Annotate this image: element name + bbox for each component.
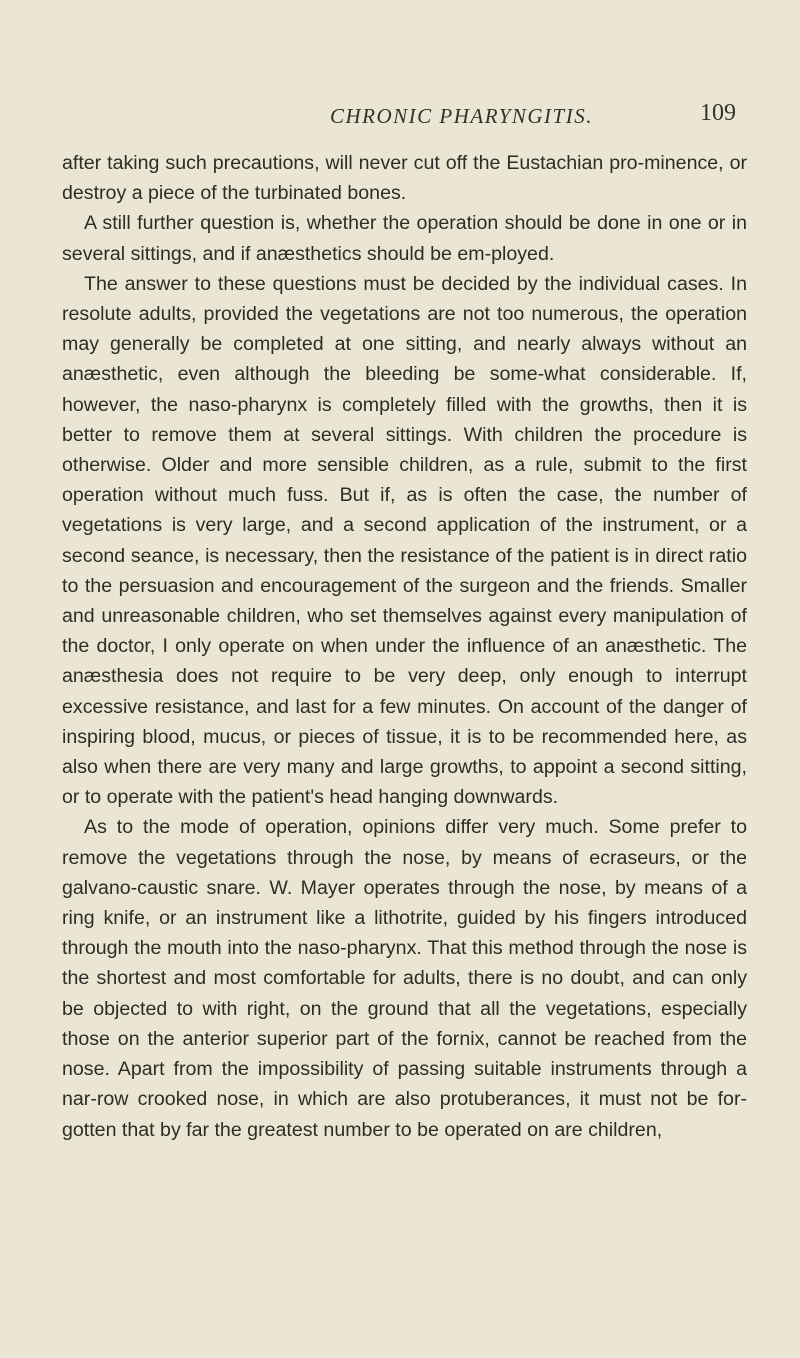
paragraph-mode-of-operation: As to the mode of operation, opinions differ very much. Some prefer to remove the vegetations through the nose, by means of ecraseurs, or the galvano-caustic snare. W. Mayer operates through the nose, by means of a ring knife, or an instrument like a lithotrite, guided by his fingers introduced through the mouth into the naso-pharynx. That this method through the nose is the shortest and most comfortable for adults, there is no doubt, and can only be objected to with right, on the ground that all the vegetations, especially those on the anterior superior part of the fornix, cannot be reached from the nose. Apart from the impossibility of passing suitable instruments through a nar-row crooked nose, in which are also protuberances, it must not be for-gotten that by far the greatest number to be operated on are children, (62, 816, 747, 1141)
body-text (62, 148, 747, 1145)
page-number: 109 (700, 100, 736, 126)
running-title: CHRONIC PHARYNGITIS. (330, 104, 593, 128)
paragraph-answer: The answer to these questions must be decided by the individual cases. In resolute adults, provided the vegetations are not too numerous, the operation may generally be completed at one sitting, and nearly always without an anæsthetic, even although the bleeding be some-what considerable. If, however, the naso-pharynx is completely filled with the growths, then it is better to remove them at several sittings. With children the procedure is otherwise. Older and more sensible children, as a rule, submit to the first operation without much fuss. But if, as is often the case, the number of vegetations is very large, and a second application of the instrument, or a second seance, is necessary, then the resistance of the patient is in direct ratio to the persuasion and encouragement of the surgeon and the friends. Smaller and unreasonable children, who set themselves against every manipulation of the doctor, I only operate on when under the influence of an anæsthetic. The anæsthesia does not require to be very deep, only enough to interrupt excessive resistance, and last for a few minutes. On account of the danger of inspiring blood, mucus, or pieces of tissue, it is to be recommended here, as also when there are very many and large growths, to appoint a second sitting, or to operate with the patient's head hanging downwards. (62, 272, 747, 809)
running-head (0, 100, 800, 144)
paragraph-continuation: after taking such precautions, will never cut off the Eustachian pro-minence, or destroy a piece of the turbinated bones. (62, 152, 747, 205)
paragraph-sittings-question: A still further question is, whether the operation should be done in one or in several sittings, and if anæsthetics should be em-ployed. (62, 212, 747, 265)
